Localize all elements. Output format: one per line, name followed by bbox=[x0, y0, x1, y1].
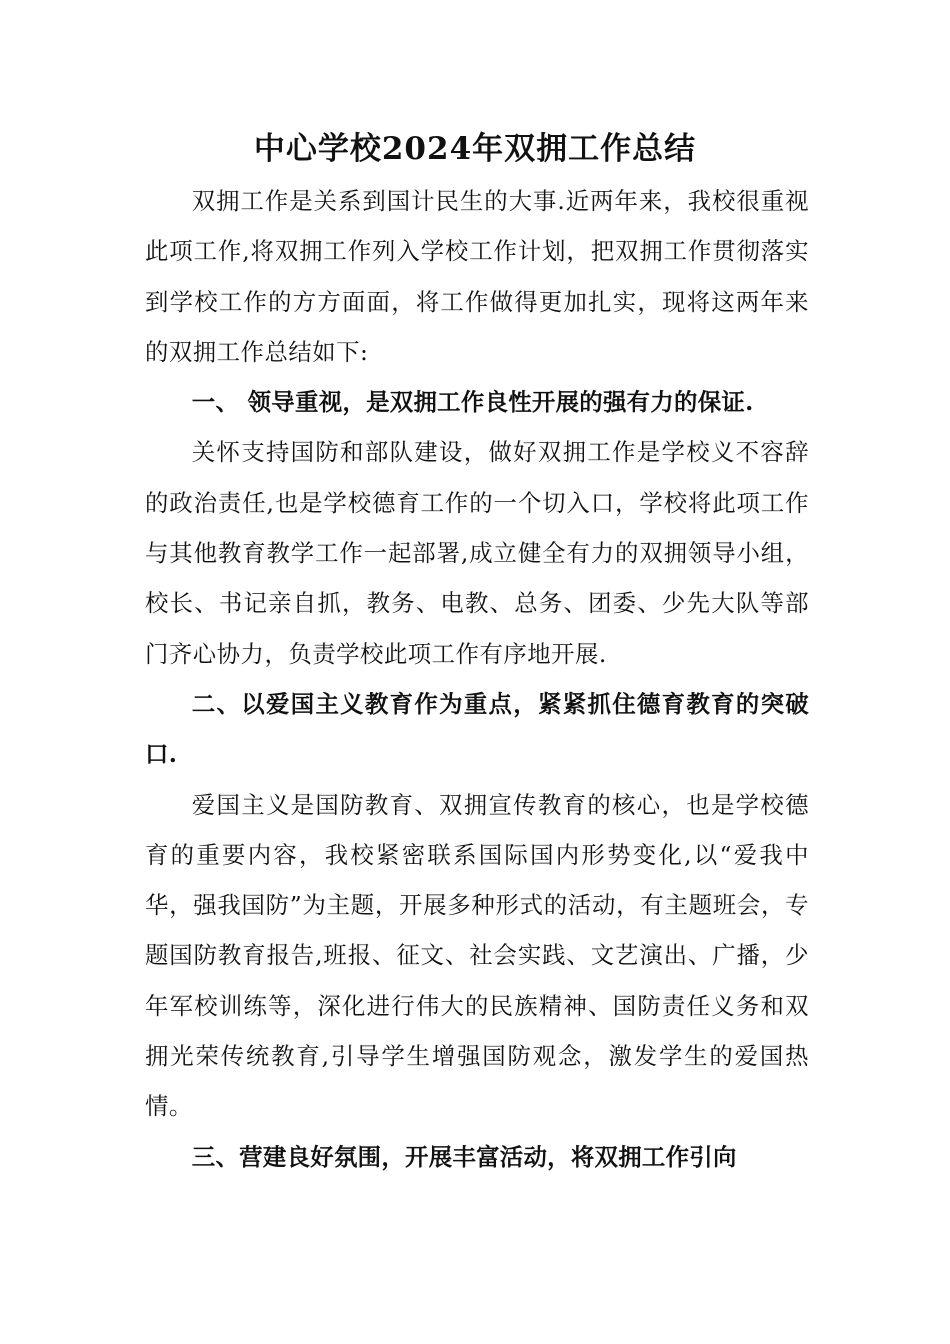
section-heading-3: 三、营建良好氛围，开展丰富活动，将双拥工作引向 bbox=[191, 1142, 737, 1171]
document-body bbox=[145, 176, 809, 1182]
document-title: 中心学校2024年双拥工作总结 bbox=[253, 131, 697, 167]
section-heading-1: 一、 领导重视，是双拥工作良性开展的强有力的保证. bbox=[191, 388, 754, 417]
intro-paragraph: 双拥工作是关系到国计民生的大事.近两年来，我校很重视此项工作,将双拥工作列入学校工作计划，把双拥工作贯彻落实到学校工作的方方面面，将工作做得更加扎实，现将这两年来的双拥工作总结如下: bbox=[145, 187, 809, 366]
section-heading-2: 二、以爱国主义教育作为重点，紧紧抓住德育教育的突破口. bbox=[145, 689, 809, 769]
section-paragraph-2: 爱国主义是国防教育、双拥宣传教育的核心，也是学校德育的重要内容，我校紧密联系国际国内形势变化,以“爱我中华，强我国防”为主题，开展多种形式的活动，有主题班会，专题国防教育报告,班报、征文、社会实践、文艺演出、广播，少年军校训练等，深化进行伟大的民族精神、国防责任义务和双拥光荣传统教育,引导学生增强国防观念，激发学生的爱国热情。 bbox=[145, 790, 809, 1121]
section-paragraph-1: 关怀支持国防和部队建设，做好双拥工作是学校义不容辞的政治责任,也是学校德育工作的一个切入口，学校将此项工作与其他教育教学工作一起部署,成立健全有力的双拥领导小组，校长、书记亲自抓，教务、电教、总务、团委、少先大队等部门齐心协力，负责学校此项工作有序地开展. bbox=[145, 438, 809, 668]
